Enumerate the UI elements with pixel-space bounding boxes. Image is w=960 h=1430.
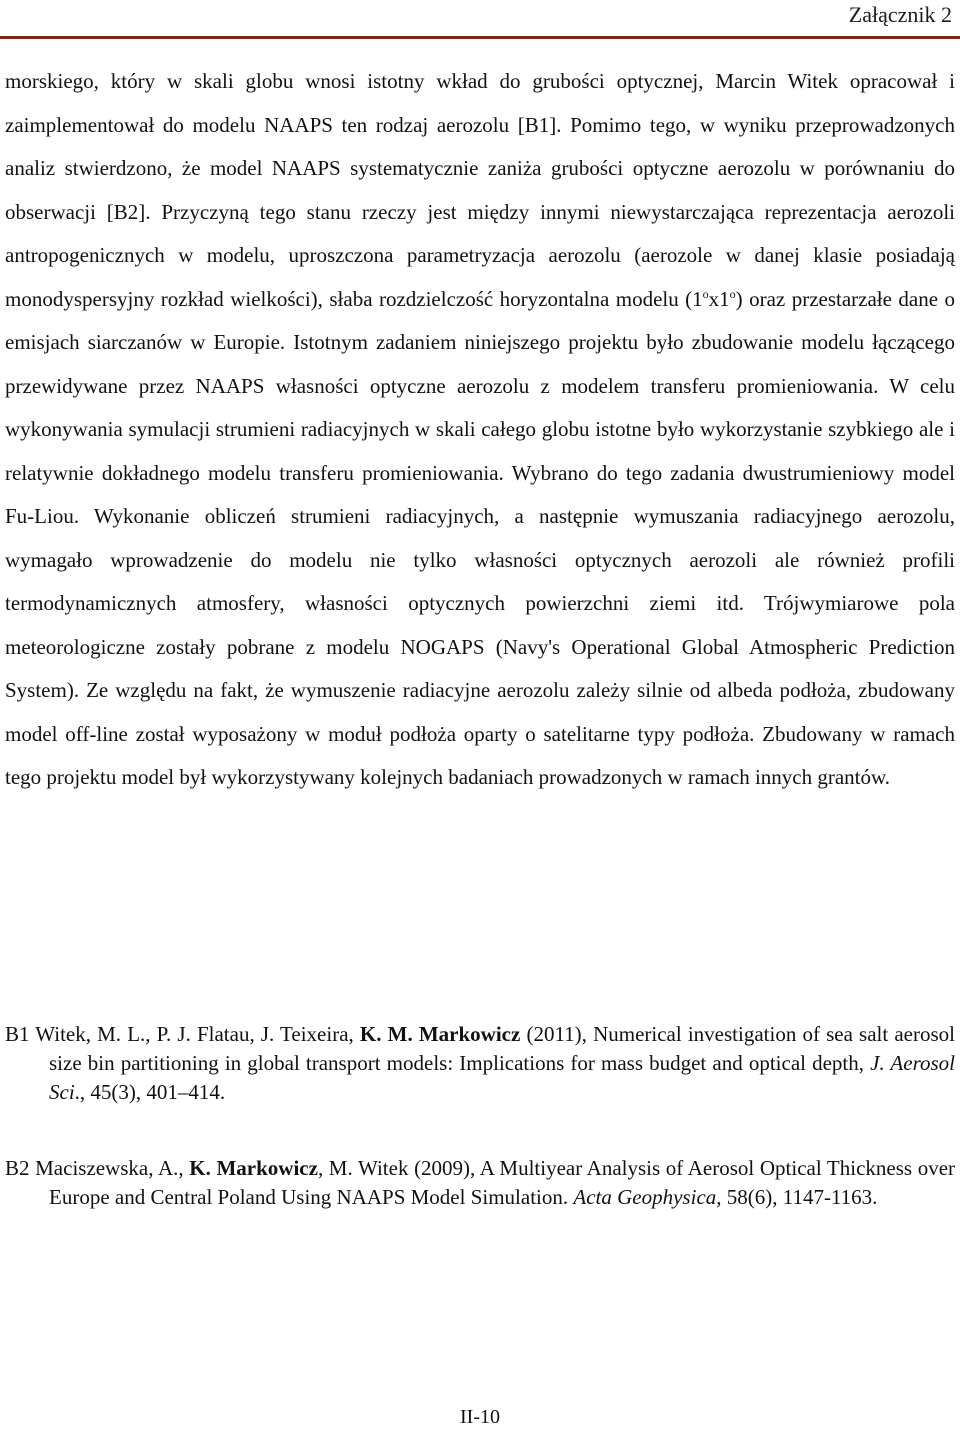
reference-b2-volume: 58(6), 1147-1163. xyxy=(721,1185,878,1209)
body-paragraph xyxy=(5,60,955,800)
degree-superscript-1: o xyxy=(702,286,709,301)
body-text-part2: x1 xyxy=(708,286,730,311)
reference-b1-highlighted-author: K. M. Markowicz xyxy=(359,1022,521,1046)
reference-b2-journal: Acta Geophysica, xyxy=(573,1185,722,1209)
reference-b2-title: , M. Witek (2009), A Multiyear Analysis of Aerosol Optical Thickness over Europe and Central Poland Using NAAPS Model Simulation. xyxy=(49,1156,956,1209)
degree-superscript-2: o xyxy=(729,286,736,301)
reference-b1 xyxy=(5,1020,955,1107)
reference-b1-volume: ., 45(3), 401–414. xyxy=(74,1080,226,1104)
reference-b2-authors: B2 Maciszewska, A., xyxy=(5,1156,190,1180)
header-title: Załącznik 2 xyxy=(848,2,952,27)
header-rule xyxy=(0,36,960,39)
reference-b2 xyxy=(5,1154,955,1212)
reference-b2-highlighted-author: K. Markowicz xyxy=(189,1156,318,1180)
references-list xyxy=(5,1020,955,1212)
reference-b1-journal: J. Aerosol Sci xyxy=(49,1051,955,1104)
reference-b1-authors: B1 Witek, M. L., P. J. Flatau, J. Teixeira, xyxy=(5,1022,360,1046)
reference-b1-title: (2011), Numerical investigation of sea salt aerosol size bin partitioning in global transport models: Implications for mass budget and optical depth, xyxy=(49,1022,955,1075)
page-number: II-10 xyxy=(460,1406,500,1428)
page-header xyxy=(0,0,960,44)
body-text-part1: morskiego, który w skali globu wnosi istotny wkład do grubości optycznej, Marcin Witek opracował i zaimplementował do modelu NAAPS ten rodzaj aerozolu [B1]. Pomimo tego, w wyniku przeprowadzonych analiz stwierdzono, że model NAAPS systematycznie zaniża grubości optyczne aerozolu w porównaniu do obserwacji [B2]. Przyczyną tego stanu rzeczy jest między innymi niewystarczająca reprezentacja aerozoli antropogenicznych w modelu, uproszczona parametryzacja aerozolu (aerozole w danej klasie posiadają monodyspersyjny rozkład wielkości), słaba rozdzielczość horyzontalna modelu (1 xyxy=(5,69,955,311)
body-text-part3: ) oraz przestarzałe dane o emisjach siarczanów w Europie. Istotnym zadaniem niniejszego projektu było zbudowanie modelu łączącego przewidywane przez NAAPS własności optyczne aerozolu z modelem transferu promieniowania. W celu wykonywania symulacji strumieni radiacyjnych w skali całego globu istotne było wykorzystanie szybkiego ale i relatywnie dokładnego modelu transferu promieniowania. Wybrano do tego zadania dwustrumieniowy model Fu-Liou. Wykonanie obliczeń strumieni radiacyjnych, a następnie wymuszania radiacyjnego aerozolu, wymagało wprowadzenie do modelu nie tylko własności optycznych aerozoli ale również profili termodynamicznych atmosfery, własności optycznych powierzchni ziemi itd. Trójwymiarowe pola meteorologiczne zostały pobrane z modelu NOGAPS (Navy's Operational Global Atmospheric Prediction System). Ze względu na fakt, że wymuszenie radiacyjne aerozolu zależy silnie od albeda podłoża, zbudowany model off-line został wyposażony w moduł podłoża oparty o satelitarne typy podłoża. Zbudowany w ramach tego projektu model był wykorzystywany kolejnych badaniach prowadzonych w ramach innych grantów. xyxy=(5,286,955,789)
